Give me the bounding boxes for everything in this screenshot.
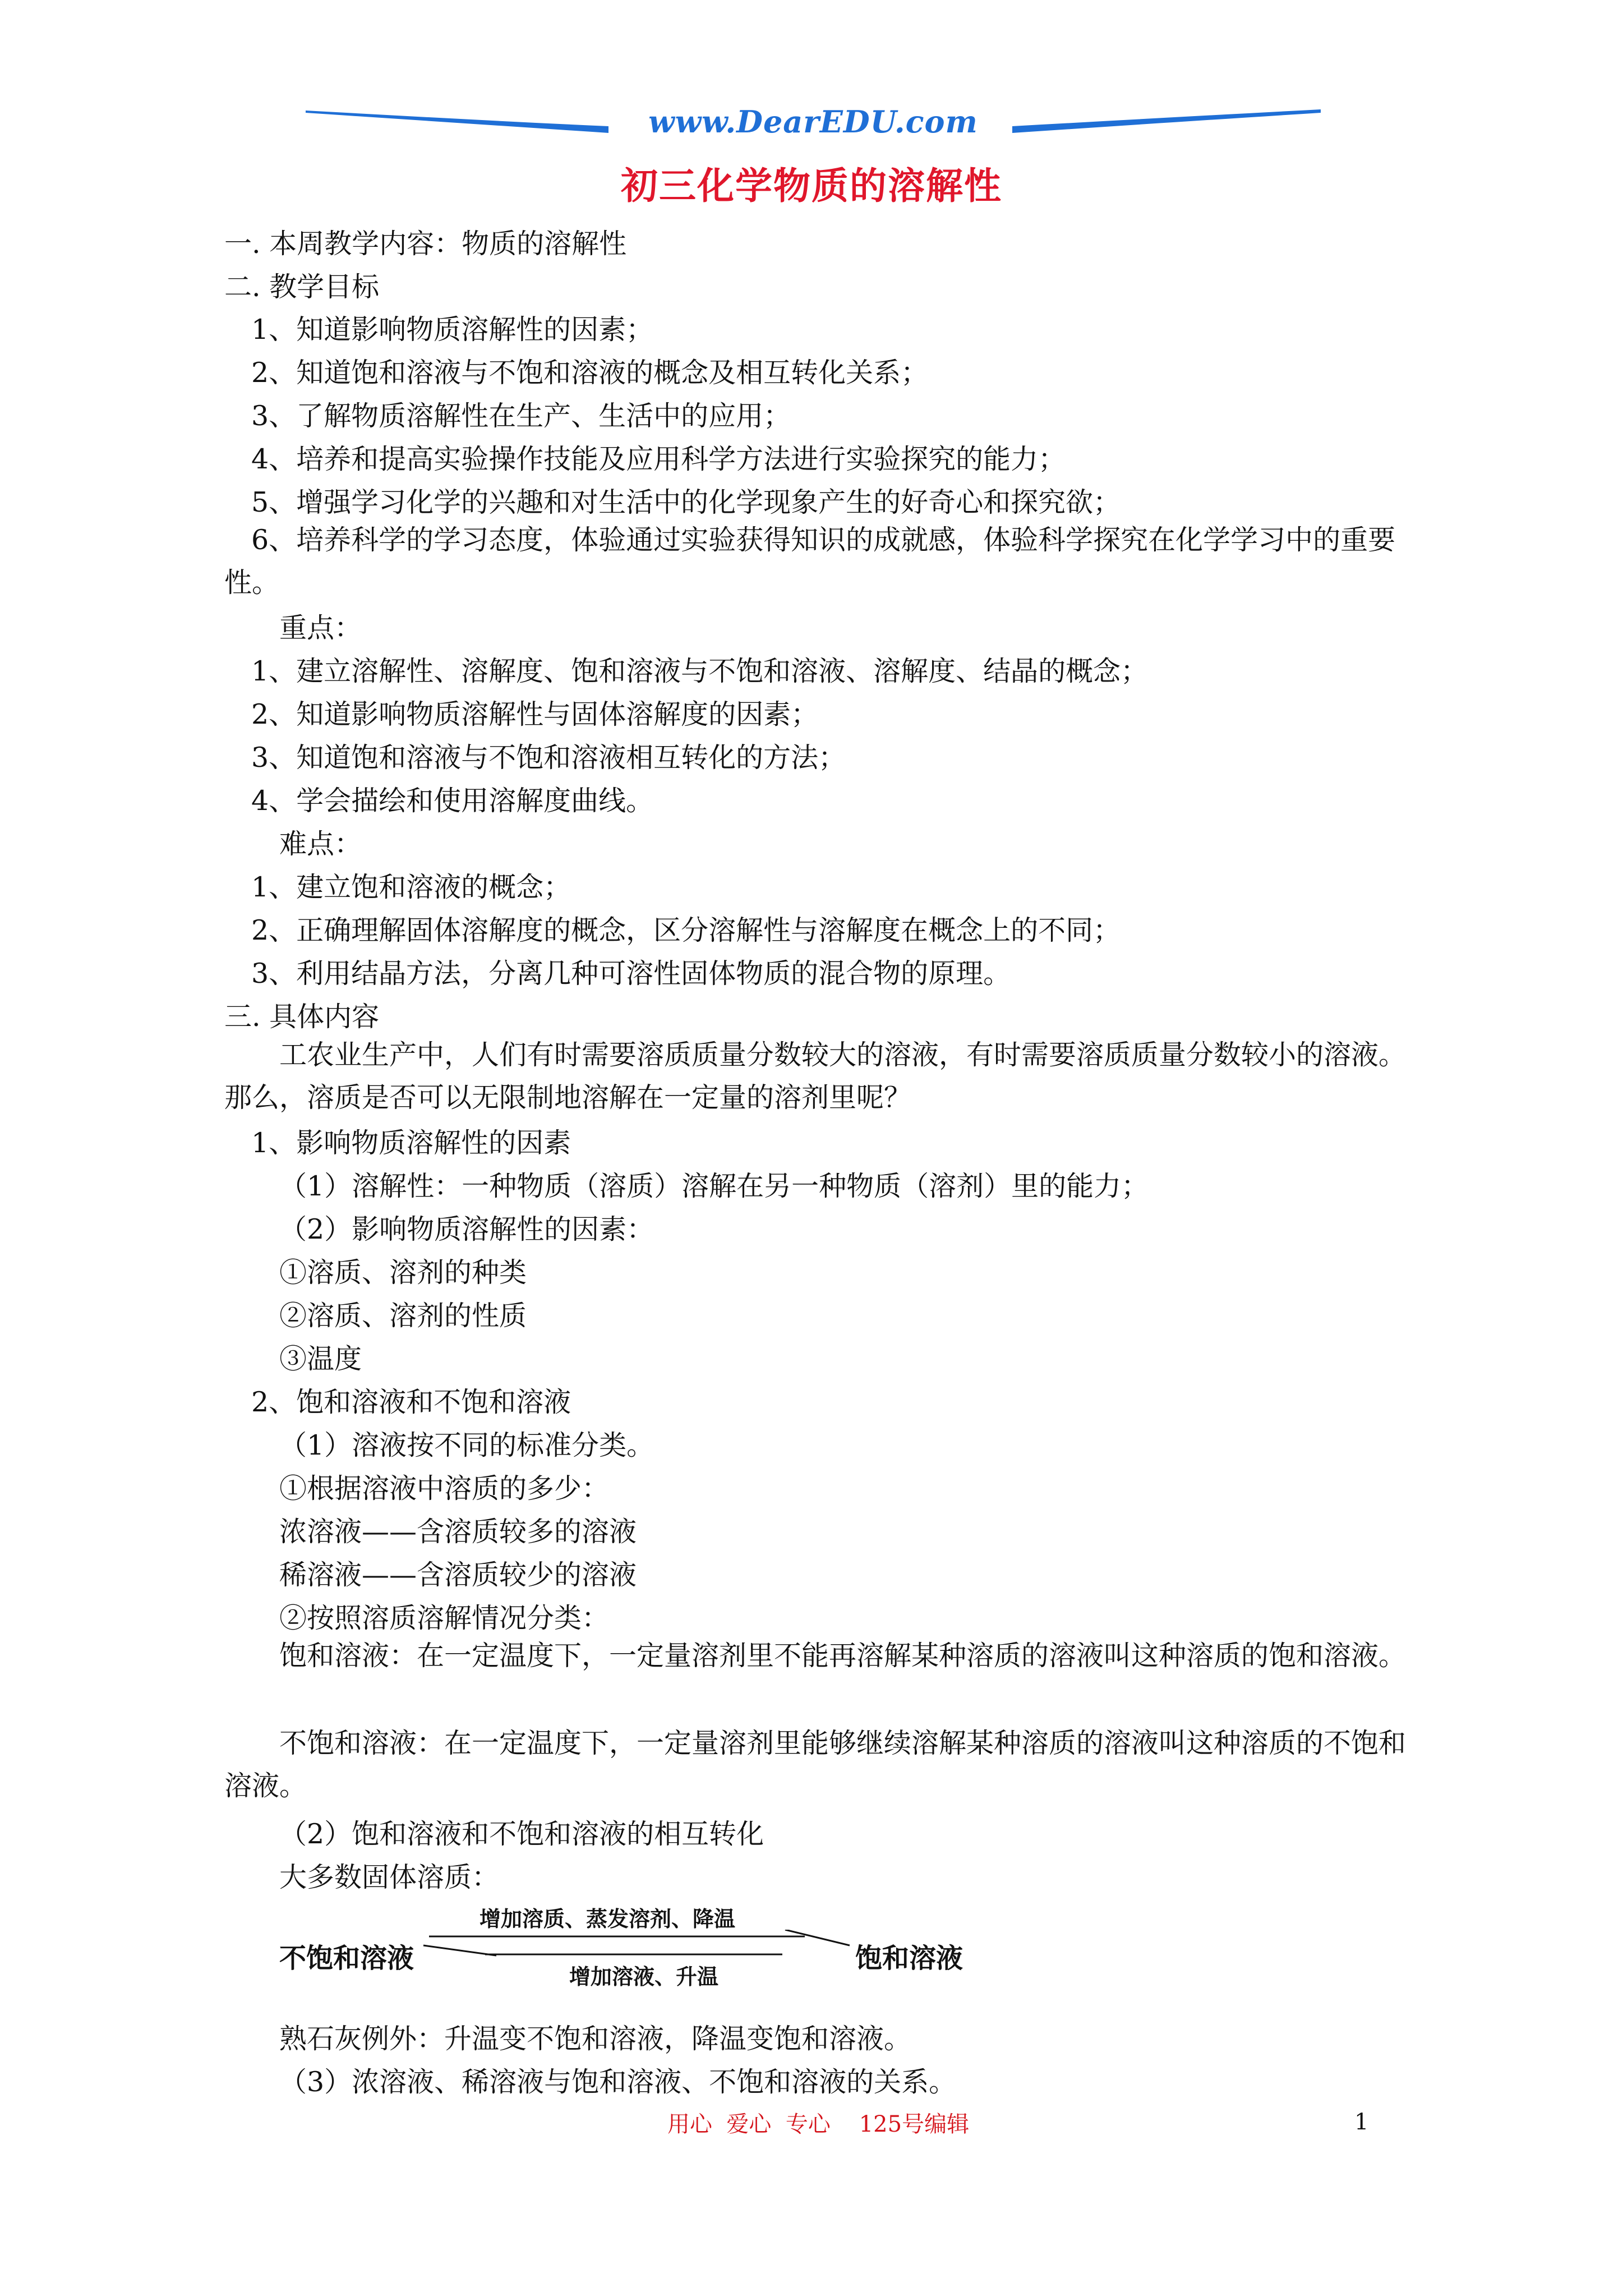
- list-item: 6、培养科学的学习态度，体验通过实验获得知识的成就感，体验科学探究在化学学习中的重要性。: [224, 524, 1396, 599]
- section-heading: 三. 具体内容: [224, 1001, 380, 1033]
- subheading: 难点：: [279, 828, 362, 860]
- list-item: （2）影响物质溶解性的因素：: [279, 1213, 654, 1245]
- list-item: 2、正确理解固体溶解度的概念，区分溶解性与溶解度在概念上的不同；: [251, 914, 1121, 946]
- section-heading: 一. 本周教学内容：物质的溶解性: [224, 228, 627, 260]
- subheading: 1、影响物质溶解性的因素: [251, 1127, 571, 1159]
- subheading: 2、饱和溶液和不饱和溶液: [251, 1386, 571, 1418]
- list-item: 3、知道饱和溶液与不饱和溶液相互转化的方法；: [251, 742, 846, 774]
- page-number: 1: [1354, 2109, 1369, 2135]
- list-item: ①根据溶液中溶质的多少：: [279, 1473, 610, 1504]
- list-item: 4、培养和提高实验操作技能及应用科学方法进行实验探究的能力；: [251, 443, 1066, 475]
- diagram-arrows: [418, 1930, 855, 1963]
- diagram-top-label: 增加溶质、蒸发溶剂、降温: [479, 1907, 736, 1931]
- paragraph: 工农业生产中，人们有时需要溶质质量分数较大的溶液，有时需要溶质质量分数较小的溶液。那么，溶质是否可以无限制地溶解在一定量的溶剂里呢？: [224, 1039, 1407, 1114]
- subheading: 重点：: [279, 612, 362, 644]
- list-item: （1）溶解性：一种物质（溶质）溶解在另一种物质（溶剂）里的能力；: [279, 1170, 1149, 1202]
- list-item: ③温度: [279, 1343, 362, 1375]
- site-logo-text: www.DearEDU.com: [648, 104, 978, 140]
- list-item: ①溶质、溶剂的种类: [279, 1257, 527, 1289]
- page-title: 初三化学物质的溶解性: [621, 164, 1002, 208]
- list-item: 5、增强学习化学的兴趣和对生活中的化学现象产生的好奇心和探究欲；: [251, 486, 1121, 518]
- definition-paragraph: 不饱和溶液：在一定温度下，一定量溶剂里能够继续溶解某种溶质的溶液叫这种溶质的不饱和溶液。: [224, 1727, 1407, 1802]
- list-item: 1、知道影响物质溶解性的因素；: [251, 314, 654, 346]
- list-item: （1）溶液按不同的标准分类。: [279, 1429, 654, 1461]
- list-item: ②按照溶质溶解情况分类：: [279, 1602, 610, 1634]
- definition-paragraph: 饱和溶液：在一定温度下，一定量溶剂里不能再溶解某种溶质的溶液叫这种溶质的饱和溶液。: [279, 1640, 1407, 1672]
- list-item: 3、利用结晶方法，分离几种可溶性固体物质的混合物的原理。: [251, 958, 1011, 990]
- list-item: 4、学会描绘和使用溶解度曲线。: [251, 785, 654, 817]
- list-item: 1、建立溶解性、溶解度、饱和溶液与不饱和溶液、溶解度、结晶的概念；: [251, 655, 1149, 687]
- conversion-diagram: [0, 1902, 1623, 1989]
- list-item: 浓溶液——含溶质较多的溶液: [279, 1516, 637, 1548]
- list-item: ②溶质、溶剂的性质: [279, 1300, 527, 1332]
- list-item: 稀溶液——含溶质较少的溶液: [279, 1559, 637, 1591]
- list-item: （3）浓溶液、稀溶液与饱和溶液、不饱和溶液的关系。: [279, 2066, 957, 2098]
- list-item: 熟石灰例外：升温变不饱和溶液，降温变饱和溶液。: [279, 2023, 912, 2055]
- list-item: 1、建立饱和溶液的概念；: [251, 871, 571, 903]
- section-heading: 二. 教学目标: [224, 271, 380, 303]
- list-item: 2、知道影响物质溶解性与固体溶解度的因素；: [251, 698, 819, 730]
- footer-text: 用心 爱心 专心 125号编辑: [667, 2111, 970, 2137]
- diagram-bottom-label: 增加溶液、升温: [569, 1964, 719, 1989]
- list-item: 大多数固体溶质：: [279, 1861, 500, 1893]
- list-item: 2、知道饱和溶液与不饱和溶液的概念及相互转化关系；: [251, 357, 929, 389]
- site-header: [306, 104, 1321, 143]
- diagram-left-label: 不饱和溶液: [279, 1943, 414, 1974]
- list-item: 3、了解物质溶解性在生产、生活中的应用；: [251, 400, 791, 432]
- diagram-right-label: 饱和溶液: [855, 1943, 963, 1974]
- subheading: （2）饱和溶液和不饱和溶液的相互转化: [279, 1818, 764, 1850]
